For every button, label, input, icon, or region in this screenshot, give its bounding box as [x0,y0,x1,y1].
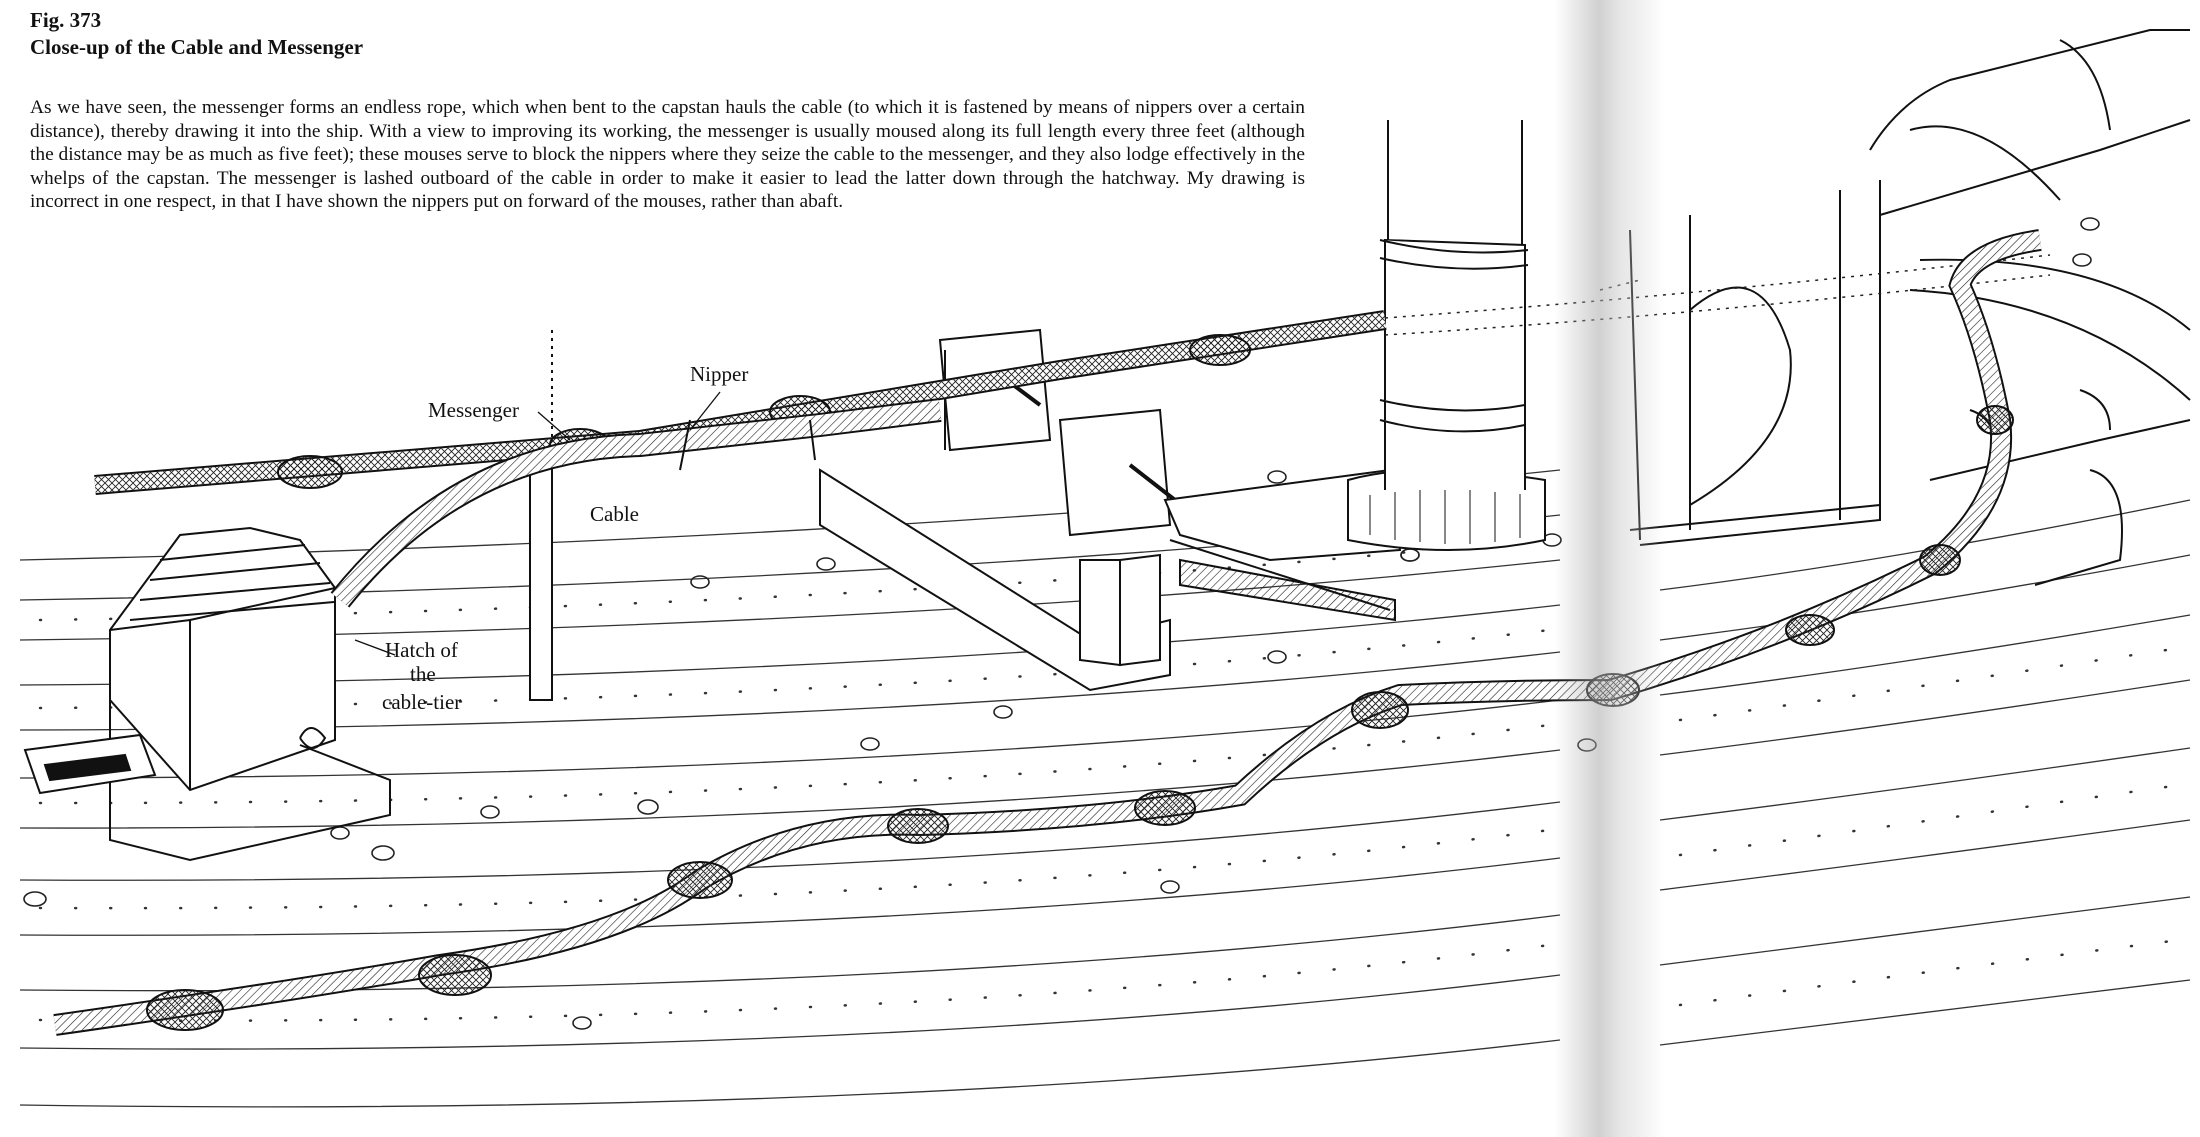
capstan [1348,120,1545,550]
figure-number: Fig. 373 [30,8,102,32]
figure-title: Close-up of the Cable and Messenger [30,35,364,59]
label-hatch-line2: the [410,662,436,686]
label-hatch-line1: Hatch of [385,638,458,662]
label-nipper: Nipper [690,362,749,386]
label-hatch-line3: cable-tier [382,690,462,714]
book-gutter-shadow [1555,0,1665,1137]
cable-tier-hatch [25,528,390,860]
label-cable: Cable [590,502,639,526]
upper-messenger-rope [95,320,1385,488]
stanchion [530,330,552,700]
label-messenger: Messenger [428,398,519,422]
figure-caption: As we have seen, the messenger forms an endless rope, which when bent to the capstan hauls the cable (to which it is fastened by means of nippers over a certain distance), thereby drawing it into the ship. With a view to improving its working, the messenger is usually moused along its full length every three feet (although the distance may be as much as five feet); these mouses serve to block the nippers where they seize the cable to the messenger, and they also lodge effectively in the whelps of the capstan. The messenger is lashed outboard of the cable in order to make it easier to lead the latter down through the hatchway. My drawing is incorrect in one respect, in that I have shown the nippers put on forward of the mouses, rather than abaft. [30,97,1305,212]
right-deck-structures [1630,30,2190,585]
